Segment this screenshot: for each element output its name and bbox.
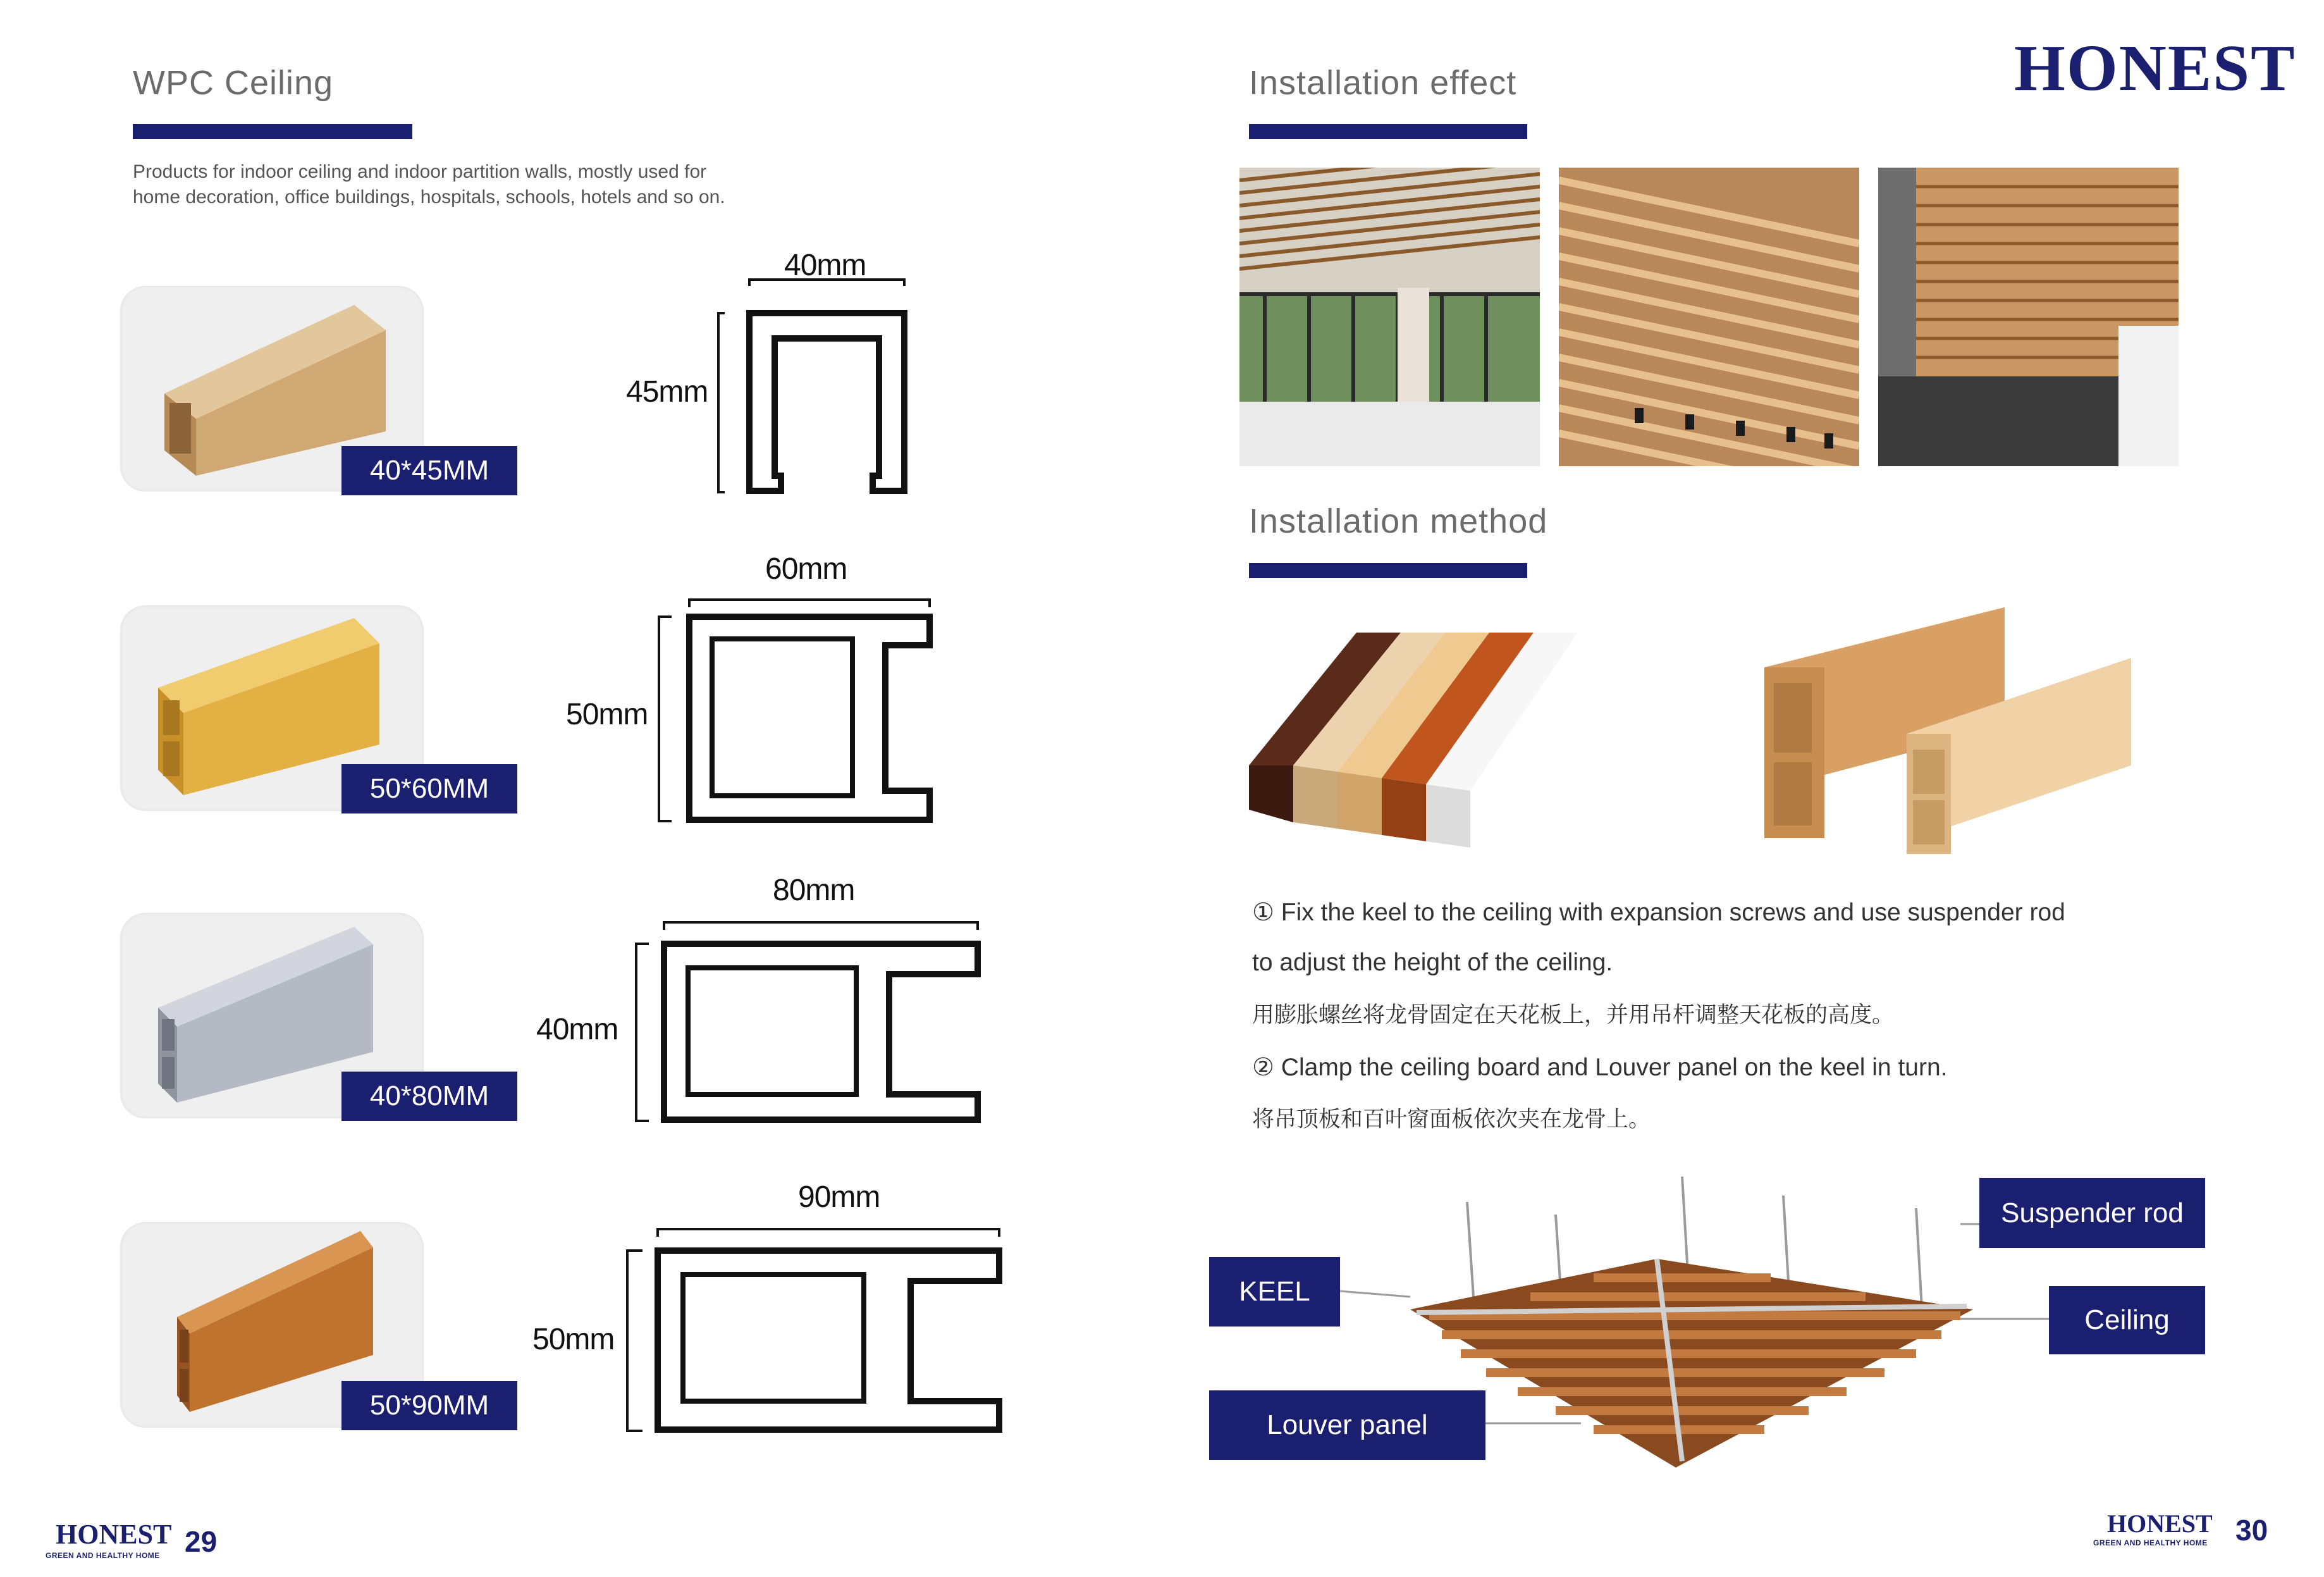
- page-number-left: 29: [185, 1525, 218, 1558]
- step1-chinese: 用膨胀螺丝将龙骨固定在天花板上，并用吊杆调整天花板的高度。: [1252, 1003, 1895, 1028]
- dim-height-4: 50mm: [532, 1323, 615, 1356]
- callout-keel: KEEL: [1209, 1257, 1340, 1327]
- page-number-right: 30: [2235, 1514, 2268, 1547]
- step2-line1: ② Clamp the ceiling board and Louver panel on the keel in turn.: [1252, 1054, 1948, 1081]
- profile-drawing-1: [708, 278, 923, 500]
- page-title: WPC Ceiling: [133, 64, 334, 102]
- section1-underline: [1249, 124, 1527, 139]
- dim-width-4: 90mm: [798, 1180, 880, 1214]
- footer-logo-right: HONEST: [2107, 1509, 2213, 1538]
- section-installation-method-title: Installation method: [1249, 502, 1548, 540]
- step2-chinese: 将吊顶板和百叶窗面板依次夹在龙骨上。: [1252, 1107, 1651, 1132]
- callout-ceiling: Ceiling: [2049, 1286, 2205, 1354]
- dim-height-2: 50mm: [566, 698, 648, 731]
- footer-tagline-right: GREEN AND HEALTHY HOME: [2093, 1538, 2208, 1547]
- section2-underline: [1249, 563, 1527, 578]
- profile-drawing-2: [651, 582, 942, 829]
- footer-tagline-left: GREEN AND HEALTHY HOME: [46, 1551, 160, 1560]
- installation-photo-3: [1878, 168, 2179, 466]
- callout-suspender-rod: Suspender rod: [1979, 1178, 2205, 1248]
- intro-line-2: home decoration, office buildings, hospitals, schools, hotels and so on.: [133, 187, 725, 207]
- header-logo: HONEST: [2014, 32, 2296, 104]
- title-underline: [133, 124, 412, 139]
- footer-logo-left: HONEST: [56, 1519, 172, 1550]
- installation-photo-2: [1559, 168, 1859, 466]
- step1-line2: to adjust the height of the ceiling.: [1252, 949, 1613, 976]
- dim-width-1: 40mm: [784, 249, 866, 282]
- callout-louver-panel: Louver panel: [1209, 1390, 1485, 1460]
- installation-photo-1: [1239, 168, 1540, 466]
- product-label-3: 40*80MM: [341, 1072, 517, 1121]
- dim-height-1: 45mm: [626, 375, 708, 409]
- product-label-4: 50*90MM: [341, 1381, 517, 1430]
- intro-text: [133, 159, 725, 210]
- profile-color-samples-image: [1249, 607, 2160, 860]
- product-label-1: 40*45MM: [341, 446, 517, 495]
- step1-line1: ① Fix the keel to the ceiling with expansion screws and use suspender rod: [1252, 899, 2065, 926]
- profile-drawing-4: [620, 1211, 1012, 1439]
- dim-width-2: 60mm: [765, 552, 847, 586]
- intro-line-1: Products for indoor ceiling and indoor partition walls, mostly used for: [133, 161, 707, 182]
- dim-height-3: 40mm: [536, 1013, 618, 1046]
- product-label-2: 50*60MM: [341, 764, 517, 813]
- section-installation-effect-title: Installation effect: [1249, 64, 1517, 102]
- profile-drawing-3: [626, 905, 987, 1132]
- dim-width-3: 80mm: [773, 874, 855, 907]
